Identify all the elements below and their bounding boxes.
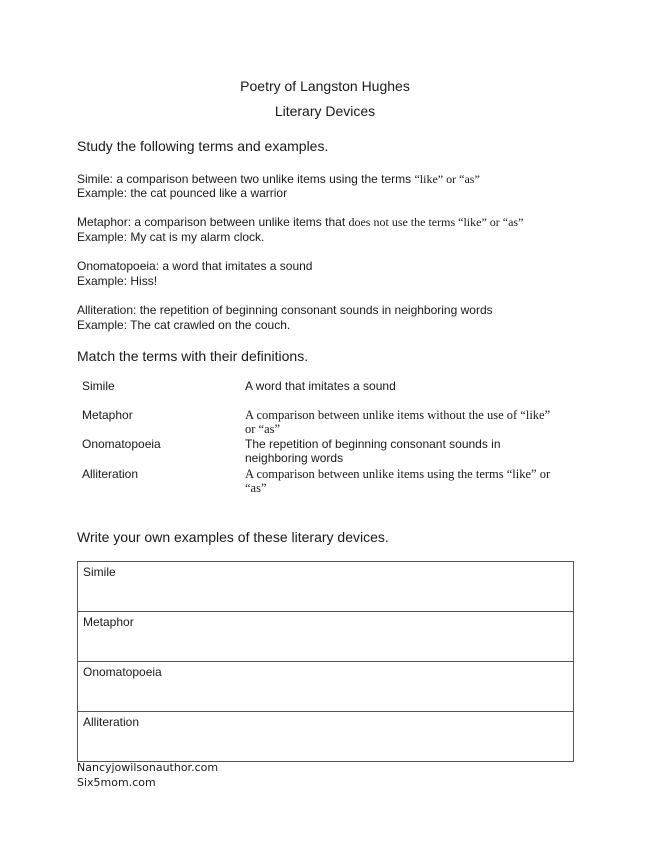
match-term-onomatopoeia: Onomatopoeia (82, 437, 161, 451)
simile-definition (77, 172, 480, 186)
write-heading: Write your own examples of these literary devices. (77, 529, 389, 545)
onomatopoeia-row-label: Onomatopoeia (83, 665, 162, 679)
alliteration-term: Alliteration (77, 303, 134, 317)
alliteration-example: Example: The cat crawled on the couch. (77, 318, 291, 332)
metaphor-term: Metaphor (77, 215, 128, 229)
page-title: Poetry of Langston Hughes (240, 78, 410, 94)
simile-row-label: Simile (83, 565, 116, 579)
metaphor-row-label: Metaphor (83, 615, 134, 629)
onomatopoeia-definition (77, 259, 312, 273)
match-term-simile: Simile (82, 379, 115, 393)
match-definition-1: A word that imitates a sound (245, 379, 396, 393)
metaphor-definition-text: : a comparison between unlike items that (127, 215, 349, 229)
table-row (78, 562, 574, 612)
onomatopoeia-example: Example: Hiss! (77, 274, 158, 288)
footer-website-2: Six5mom.com (77, 776, 156, 789)
match-definition-4: A comparison between unlike items using the terms “like” or “as” (245, 467, 551, 495)
metaphor-example-cell[interactable] (78, 612, 574, 662)
table-row (78, 612, 574, 662)
metaphor-example: Example: My cat is my alarm clock. (77, 230, 265, 244)
alliteration-definition-text: : the repetition of beginning consonant sounds in neighboring words (133, 303, 493, 317)
simile-definition-text: : a comparison between two unlike items using the terms (109, 172, 415, 186)
alliteration-definition (77, 303, 493, 317)
footer-website-1: Nancyjowilsonauthor.com (77, 761, 219, 774)
match-term-metaphor: Metaphor (82, 408, 133, 422)
table-row (78, 662, 574, 712)
match-definition-3: The repetition of beginning consonant sounds in neighboring words (245, 437, 501, 465)
match-heading: Match the terms with their definitions. (77, 348, 309, 364)
alliteration-example-cell[interactable] (78, 712, 574, 762)
metaphor-definition (77, 215, 523, 229)
study-heading: Study the following terms and examples. (77, 138, 329, 154)
simile-example: Example: the cat pounced like a warrior (77, 186, 288, 200)
examples-table (77, 561, 574, 762)
simile-term: Simile (77, 172, 110, 186)
onomatopoeia-definition-text: : a word that imitates a sound (155, 259, 313, 273)
alliteration-row-label: Alliteration (83, 715, 140, 729)
onomatopoeia-term: Onomatopoeia (77, 259, 156, 273)
simile-definition-quote: “like” or “as” (414, 172, 480, 186)
table-row (78, 712, 574, 762)
onomatopoeia-example-cell[interactable] (78, 662, 574, 712)
metaphor-definition-quote: does not use the terms “like” or “as” (348, 215, 524, 229)
simile-example-cell[interactable] (78, 562, 574, 612)
match-definition-2: A comparison between unlike items without the use of “like” or “as” (245, 408, 551, 436)
match-term-alliteration: Alliteration (82, 467, 139, 481)
page-subtitle: Literary Devices (274, 103, 376, 119)
